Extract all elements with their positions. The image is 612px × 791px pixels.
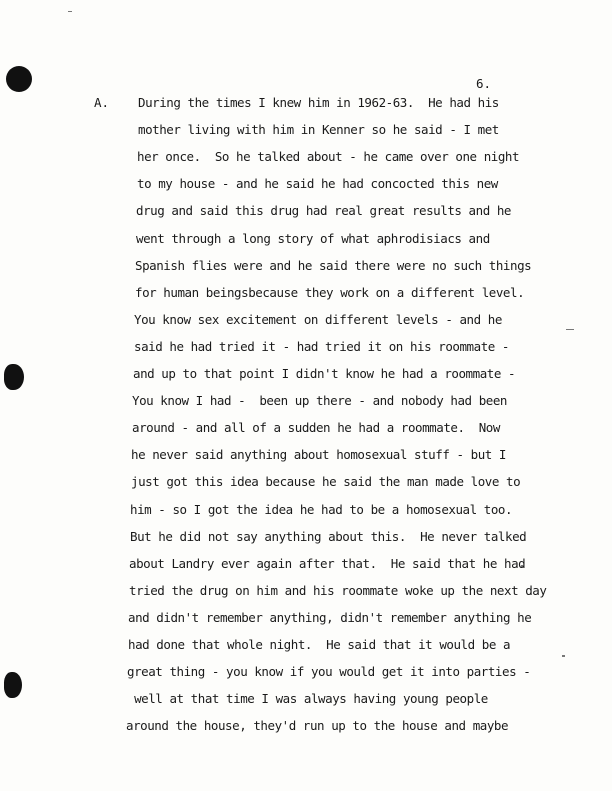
text-line: great thing - you know if you would get it into parties - xyxy=(127,664,531,680)
text-line: had done that whole night. He said that it would be a xyxy=(128,637,511,652)
text-line: for human beingsbecause they work on a different level. xyxy=(135,284,525,300)
text-line: well at that time I was always having young people xyxy=(127,691,488,707)
text-line: to my house - and he said he had concocted this new xyxy=(137,176,498,192)
page-number: 6. xyxy=(476,76,492,91)
text-line: said he had tried it - had tried it on his roommate - xyxy=(134,338,510,354)
text-line: tried the drug on him and his roommate woke up the next day xyxy=(129,582,547,598)
text-line: about Landry ever again after that. He said that he had xyxy=(129,555,526,571)
punch-hole xyxy=(4,364,24,390)
text-line: You know I had - been up there - and nobody had been xyxy=(132,393,508,409)
scan-speck xyxy=(68,11,72,12)
text-line: him - so I got the idea he had to be a homosexual too. xyxy=(130,501,513,517)
text-line: But he did not say anything about this. He never talked xyxy=(130,528,527,544)
text-line: and didn't remember anything, didn't remember anything he xyxy=(128,609,532,625)
text-line: You know sex excitement on different levels - and he xyxy=(134,311,502,327)
text-line: he never said anything about homosexual stuff - but I xyxy=(131,447,507,463)
text-line: Spanish flies were and he said there were no such things xyxy=(135,257,532,273)
text-line: and up to that point I didn't know he had a roommate - xyxy=(133,366,516,381)
text-line: around - and all of a sudden he had a roommate. Now xyxy=(132,420,500,436)
punch-hole xyxy=(6,66,32,92)
text-line: her once. So he talked about - he came over one night xyxy=(137,149,520,165)
scan-speck xyxy=(566,329,574,330)
text-line: drug and said this drug had real great results and he xyxy=(136,203,512,219)
punch-hole xyxy=(4,672,22,698)
text-line: mother living with him in Kenner so he said - I met xyxy=(138,122,499,138)
text-line: around the house, they'd run up to the house and maybe xyxy=(126,718,509,734)
text-line: just got this idea because he said the man made love to xyxy=(131,474,521,490)
text-line: During the times I knew him in 1962-63. He had his xyxy=(138,95,499,110)
scan-speck xyxy=(562,655,565,657)
text-line: went through a long story of what aphrodisiacs and xyxy=(136,230,490,246)
speaker-label: A. xyxy=(94,95,110,110)
